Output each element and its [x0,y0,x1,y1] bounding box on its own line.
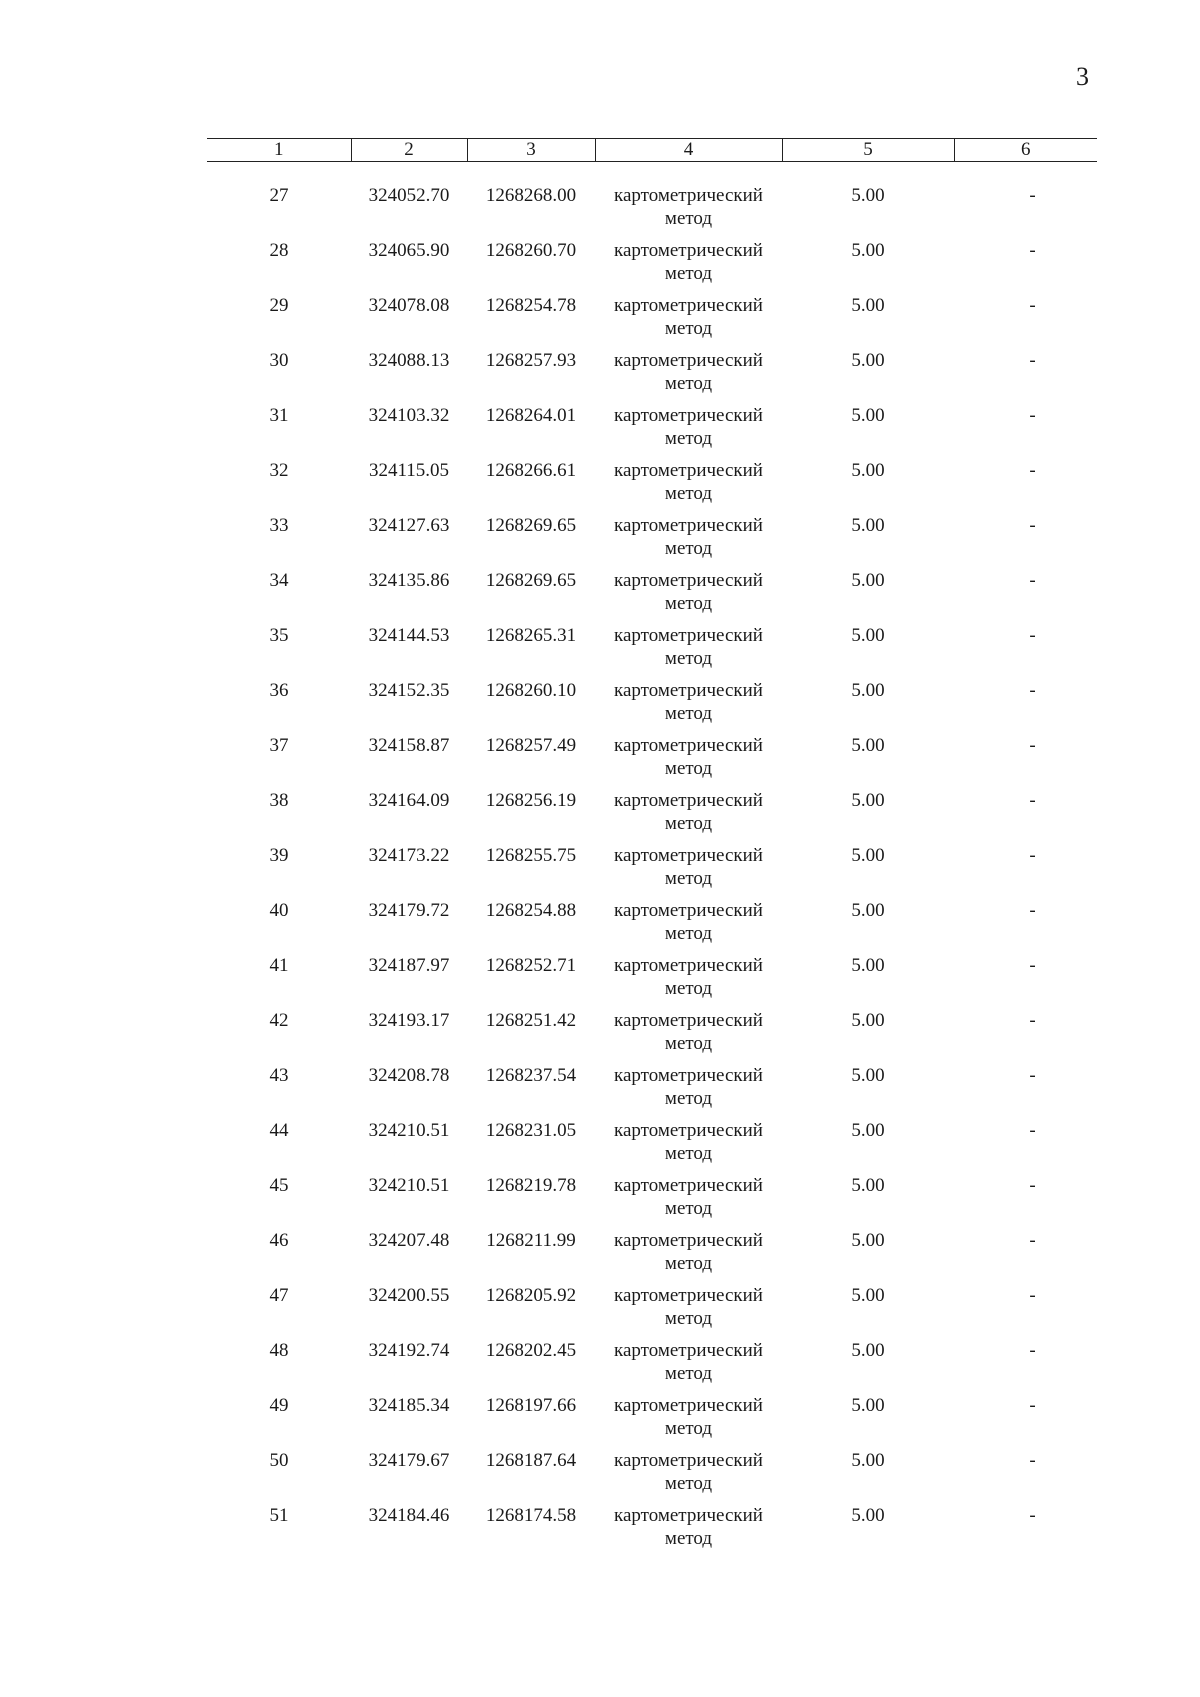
point-number-cell: 31 [269,405,289,426]
method-cell: картометрический метод [614,790,763,834]
coordinates-table [207,138,1097,1559]
x-coordinate-cell: 324210.51 [368,1175,450,1196]
column-header-6: 6 [954,139,1097,162]
x-coordinate-cell: 324207.48 [368,1230,450,1251]
point-number-cell: 35 [269,625,289,646]
y-coordinate-cell: 1268257.49 [485,735,577,756]
note-cell: - [1029,1395,1036,1416]
method-cell: картометрический метод [614,1340,763,1384]
method-cell: картометрический метод [614,1285,763,1329]
point-number-cell: 32 [269,460,289,481]
y-coordinate-cell: 1268260.10 [485,680,577,701]
x-coordinate-cell: 324088.13 [368,350,450,371]
note-cell: - [1029,790,1036,811]
point-number-cell: 34 [269,570,289,591]
point-number-cell: 30 [269,350,289,371]
table-row [207,1284,1097,1339]
x-coordinate-cell: 324127.63 [368,515,450,536]
accuracy-cell: 5.00 [851,405,885,426]
x-coordinate-cell: 324115.05 [368,460,450,481]
note-cell: - [1029,1340,1036,1361]
column-header-1: 1 [207,139,351,162]
accuracy-cell: 5.00 [851,1175,885,1196]
note-cell: - [1029,1285,1036,1306]
y-coordinate-cell: 1268260.70 [485,240,577,261]
x-coordinate-cell: 324164.09 [368,790,450,811]
table-row [207,294,1097,349]
method-cell: картометрический метод [614,515,763,559]
note-cell: - [1029,845,1036,866]
method-cell: картометрический метод [614,240,763,284]
method-cell: картометрический метод [614,735,763,779]
note-cell: - [1029,1010,1036,1031]
note-cell: - [1029,295,1036,316]
note-cell: - [1029,1505,1036,1526]
note-cell: - [1029,460,1036,481]
x-coordinate-cell: 324158.87 [368,735,450,756]
accuracy-cell: 5.00 [851,625,885,646]
method-cell: картометрический метод [614,845,763,889]
y-coordinate-cell: 1268174.58 [485,1505,577,1526]
note-cell: - [1029,625,1036,646]
accuracy-cell: 5.00 [851,1010,885,1031]
note-cell: - [1029,185,1036,206]
accuracy-cell: 5.00 [851,1395,885,1416]
x-coordinate-cell: 324192.74 [368,1340,450,1361]
table-row [207,1064,1097,1119]
table-row [207,514,1097,569]
accuracy-cell: 5.00 [851,240,885,261]
accuracy-cell: 5.00 [851,460,885,481]
point-number-cell: 28 [269,240,289,261]
header-row [207,139,1097,162]
table-row [207,844,1097,899]
x-coordinate-cell: 324208.78 [368,1065,450,1086]
table-row [207,1394,1097,1449]
x-coordinate-cell: 324135.86 [368,570,450,591]
accuracy-cell: 5.00 [851,295,885,316]
x-coordinate-cell: 324052.70 [368,185,450,206]
note-cell: - [1029,350,1036,371]
point-number-cell: 48 [269,1340,289,1361]
accuracy-cell: 5.00 [851,1120,885,1141]
y-coordinate-cell: 1268237.54 [485,1065,577,1086]
method-cell: картометрический метод [614,1395,763,1439]
table-row [207,624,1097,679]
point-number-cell: 49 [269,1395,289,1416]
point-number-cell: 41 [269,955,289,976]
point-number-cell: 40 [269,900,289,921]
point-number-cell: 46 [269,1230,289,1251]
x-coordinate-cell: 324179.67 [368,1450,450,1471]
point-number-cell: 38 [269,790,289,811]
y-coordinate-cell: 1268211.99 [486,1230,576,1251]
note-cell: - [1029,515,1036,536]
table-row [207,1119,1097,1174]
x-coordinate-cell: 324103.32 [368,405,450,426]
accuracy-cell: 5.00 [851,955,885,976]
method-cell: картометрический метод [614,350,763,394]
y-coordinate-cell: 1268256.19 [485,790,577,811]
note-cell: - [1029,1450,1036,1471]
table-row [207,569,1097,624]
note-cell: - [1029,1120,1036,1141]
point-number-cell: 27 [269,185,289,206]
table-row [207,1449,1097,1504]
y-coordinate-cell: 1268268.00 [485,185,577,206]
header-spacer [207,162,1097,185]
y-coordinate-cell: 1268264.01 [485,405,577,426]
y-coordinate-cell: 1268255.75 [485,845,577,866]
table-row [207,954,1097,1009]
table-row [207,1504,1097,1559]
table-row [207,459,1097,514]
table-row [207,184,1097,239]
point-number-cell: 43 [269,1065,289,1086]
accuracy-cell: 5.00 [851,845,885,866]
method-cell: картометрический метод [614,1120,763,1164]
y-coordinate-cell: 1268202.45 [485,1340,577,1361]
table-row [207,734,1097,789]
table-row [207,899,1097,954]
note-cell: - [1029,955,1036,976]
table-row [207,239,1097,294]
note-cell: - [1029,240,1036,261]
method-cell: картометрический метод [614,1010,763,1054]
point-number-cell: 50 [269,1450,289,1471]
accuracy-cell: 5.00 [851,185,885,206]
y-coordinate-cell: 1268252.71 [485,955,577,976]
method-cell: картометрический метод [614,295,763,339]
point-number-cell: 33 [269,515,289,536]
y-coordinate-cell: 1268251.42 [485,1010,577,1031]
accuracy-cell: 5.00 [851,900,885,921]
note-cell: - [1029,1230,1036,1251]
table-row [207,349,1097,404]
table-row [207,1174,1097,1229]
x-coordinate-cell: 324184.46 [368,1505,450,1526]
x-coordinate-cell: 324187.97 [368,955,450,976]
y-coordinate-cell: 1268197.66 [485,1395,577,1416]
accuracy-cell: 5.00 [851,1285,885,1306]
y-coordinate-cell: 1268266.61 [485,460,577,481]
table-row [207,404,1097,459]
accuracy-cell: 5.00 [851,790,885,811]
table-row [207,1009,1097,1064]
point-number-cell: 51 [269,1505,289,1526]
method-cell: картометрический метод [614,1230,763,1274]
method-cell: картометрический метод [614,955,763,999]
accuracy-cell: 5.00 [851,570,885,591]
method-cell: картометрический метод [614,570,763,614]
page-number: 3 [1076,62,1089,91]
point-number-cell: 36 [269,680,289,701]
method-cell: картометрический метод [614,460,763,504]
method-cell: картометрический метод [614,185,763,229]
accuracy-cell: 5.00 [851,735,885,756]
table-row [207,1229,1097,1284]
y-coordinate-cell: 1268269.65 [485,570,577,591]
accuracy-cell: 5.00 [851,515,885,536]
x-coordinate-cell: 324152.35 [368,680,450,701]
accuracy-cell: 5.00 [851,350,885,371]
y-coordinate-cell: 1268254.88 [485,900,577,921]
note-cell: - [1029,570,1036,591]
y-coordinate-cell: 1268269.65 [485,515,577,536]
method-cell: картометрический метод [614,405,763,449]
note-cell: - [1029,680,1036,701]
method-cell: картометрический метод [614,625,763,669]
column-header-2: 2 [351,139,467,162]
point-number-cell: 47 [269,1285,289,1306]
accuracy-cell: 5.00 [851,1230,885,1251]
note-cell: - [1029,900,1036,921]
accuracy-cell: 5.00 [851,1065,885,1086]
x-coordinate-cell: 324173.22 [368,845,450,866]
column-header-4: 4 [595,139,782,162]
column-header-5: 5 [782,139,954,162]
point-number-cell: 42 [269,1010,289,1031]
y-coordinate-cell: 1268231.05 [485,1120,577,1141]
y-coordinate-cell: 1268265.31 [485,625,577,646]
x-coordinate-cell: 324065.90 [368,240,450,261]
method-cell: картометрический метод [614,1065,763,1109]
point-number-cell: 29 [269,295,289,316]
method-cell: картометрический метод [614,1175,763,1219]
table-row [207,1339,1097,1394]
y-coordinate-cell: 1268254.78 [485,295,577,316]
table-body [207,162,1097,1560]
note-cell: - [1029,1175,1036,1196]
x-coordinate-cell: 324185.34 [368,1395,450,1416]
point-number-cell: 44 [269,1120,289,1141]
x-coordinate-cell: 324078.08 [368,295,450,316]
accuracy-cell: 5.00 [851,680,885,701]
point-number-cell: 37 [269,735,289,756]
x-coordinate-cell: 324210.51 [368,1120,450,1141]
y-coordinate-cell: 1268219.78 [485,1175,577,1196]
note-cell: - [1029,1065,1036,1086]
method-cell: картометрический метод [614,900,763,944]
method-cell: картометрический метод [614,1505,763,1549]
x-coordinate-cell: 324193.17 [368,1010,450,1031]
column-header-3: 3 [467,139,595,162]
point-number-cell: 45 [269,1175,289,1196]
y-coordinate-cell: 1268205.92 [485,1285,577,1306]
table-row [207,789,1097,844]
accuracy-cell: 5.00 [851,1450,885,1471]
accuracy-cell: 5.00 [851,1505,885,1526]
table-row [207,679,1097,734]
method-cell: картометрический метод [614,680,763,724]
point-number-cell: 39 [269,845,289,866]
method-cell: картометрический метод [614,1450,763,1494]
x-coordinate-cell: 324179.72 [368,900,450,921]
note-cell: - [1029,735,1036,756]
y-coordinate-cell: 1268257.93 [485,350,577,371]
note-cell: - [1029,405,1036,426]
x-coordinate-cell: 324144.53 [368,625,450,646]
y-coordinate-cell: 1268187.64 [485,1450,577,1471]
accuracy-cell: 5.00 [851,1340,885,1361]
x-coordinate-cell: 324200.55 [368,1285,450,1306]
